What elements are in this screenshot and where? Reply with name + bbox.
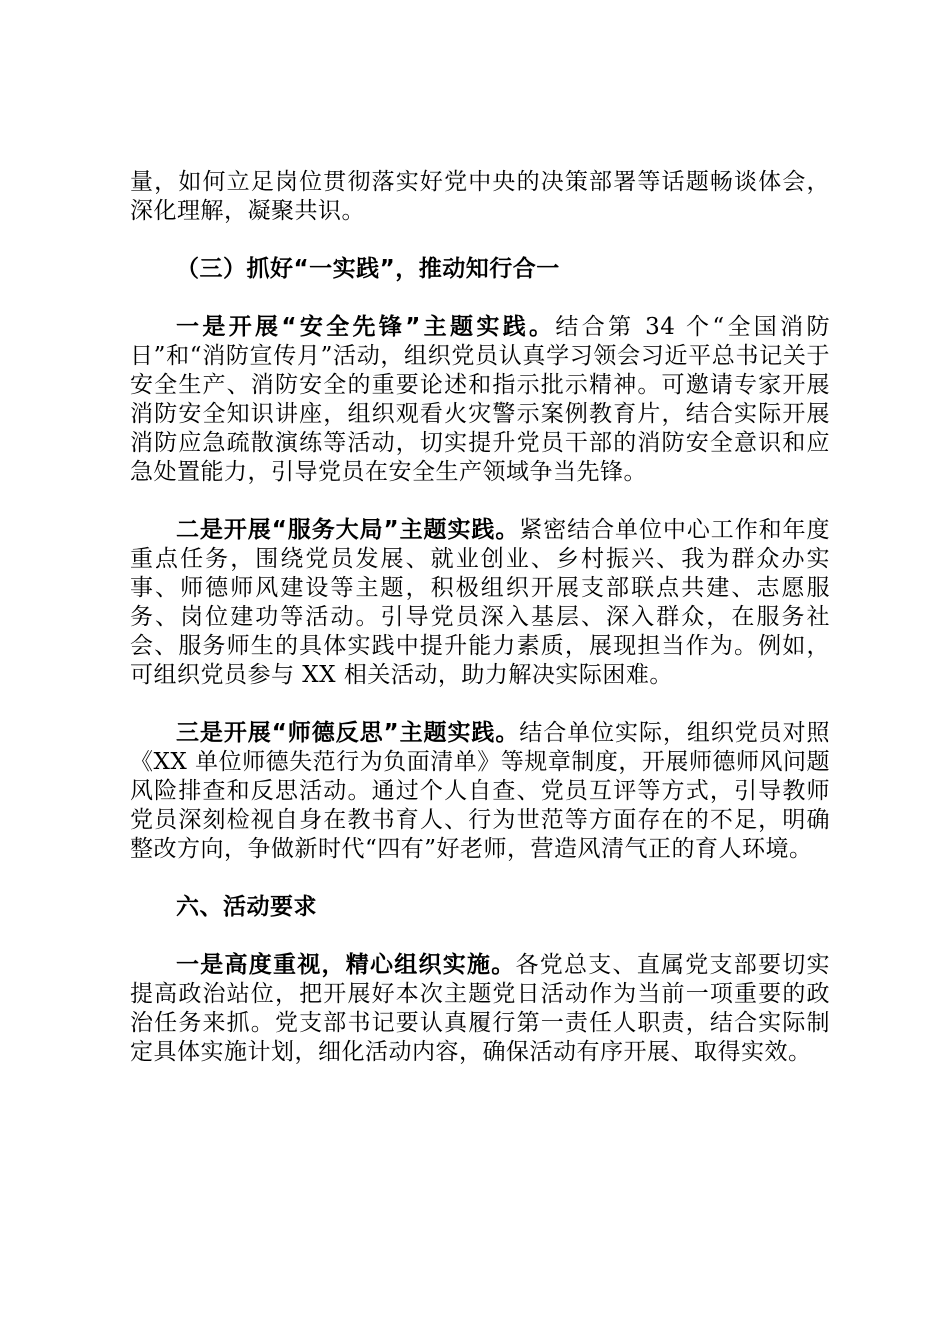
paragraph-lead: 三是开展“师德反思”主题实践。 [176,720,520,746]
paragraph-lead: 二是开展“服务大局”主题实践。 [176,517,520,543]
paragraph-safety-pioneer [130,313,830,487]
paragraph-ethics-reflection [130,719,830,864]
paragraph-high-priority [130,951,830,1067]
paragraph-body: 各党总支、直属党支部要切实提高政治站位，把开展好本次主题党日活动作为当前一项重要的政治任务来抓。党支部书记要认真履行第一责任人职责，结合实际制定具体实施计划，细化活动内容，确保活动有序开展、取得实效。 [130,952,830,1065]
paragraph-lead: 一是开展“安全先锋”主题实践。 [176,314,556,340]
section-heading-six: 六、活动要求 [176,894,317,920]
paragraph-body: 结合单位实际，组织党员对照《XX 单位师德失范行为负面清单》等规章制度，开展师德师风问题风险排查和反思活动。通过个人自查、党员互评等方式，引导教师党员深刻检视自身在教书育人、行为世范等方面存在的不足，明确整改方向，争做新时代“四有”好老师，营造风清气正的育人环境。 [130,720,831,862]
paragraph-body: 结合第 34 个“全国消防日”和“消防宣传月”活动，组织党员认真学习领会习近平总书记关于安全生产、消防安全的重要论述和指示批示精神。可邀请专家开展消防安全知识讲座，组织观看火灾警示案例教育片，结合实际开展消防应急疏散演练等活动，切实提升党员干部的消防安全意识和应急处置能力，引导党员在安全生产领域争当先锋。 [130,314,830,485]
document-page [130,168,830,1096]
paragraph-lead: 一是高度重视，精心组织实施。 [176,952,516,978]
paragraph-body: 紧密结合单位中心工作和年度重点任务，围绕党员发展、就业创业、乡村振兴、我为群众办实事、师德师风建设等主题，积极组织开展支部联点共建、志愿服务、岗位建功等活动。引导党员深入基层、深入群众，在服务社会、服务师生的具体实践中提升能力素质，展现担当作为。例如，可组织党员参与 XX 相关活动，助力解决实际困难。 [130,517,831,688]
section-heading-three: （三）抓好“一实践”，推动知行合一 [176,256,560,282]
paragraph-serve-overall [130,516,830,690]
continued-paragraph: 量，如何立足岗位贯彻落实好党中央的决策部署等话题畅谈体会，深化理解，凝聚共识。 [130,169,830,224]
